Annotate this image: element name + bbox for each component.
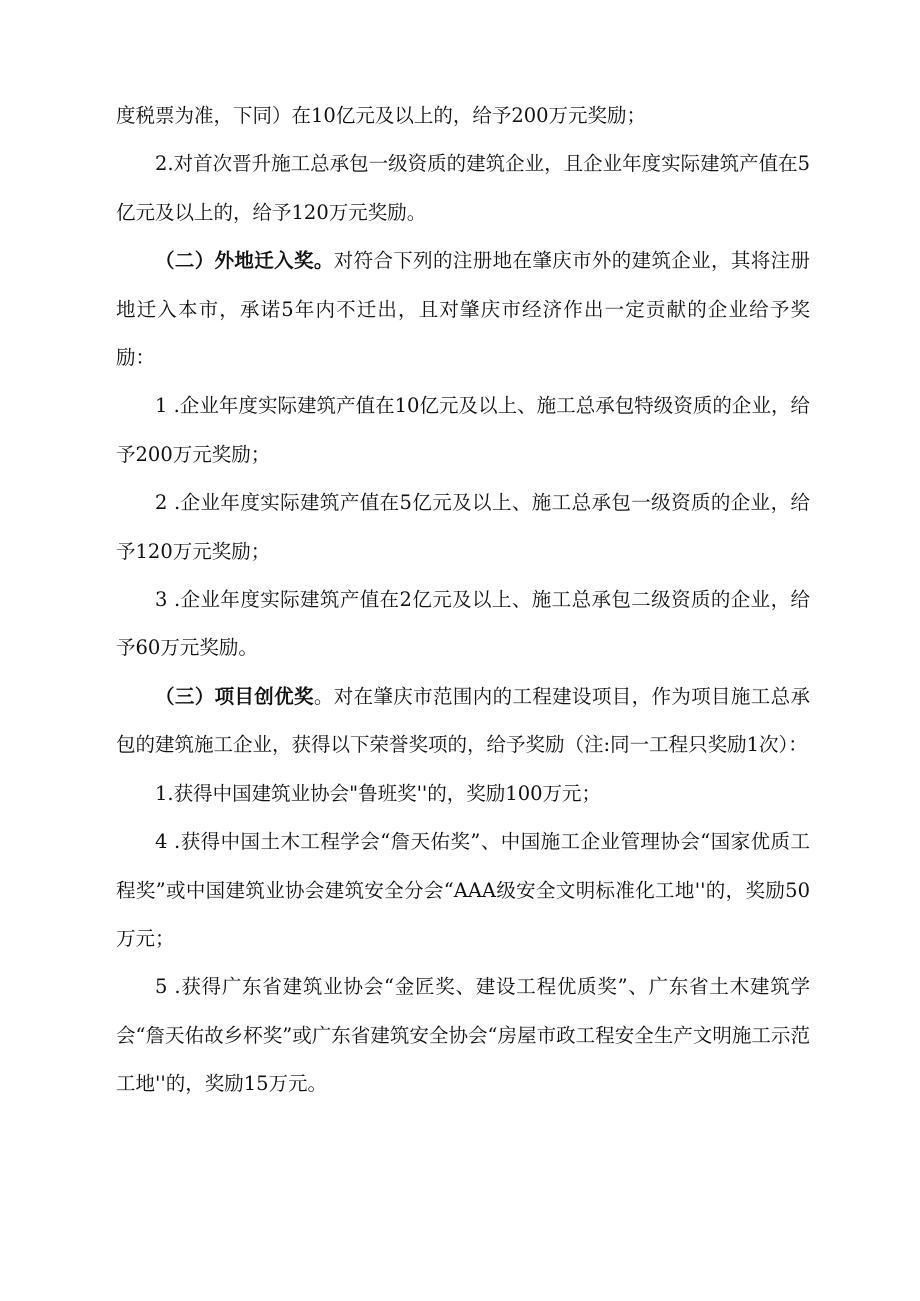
paragraph-8-text: 1.获得中国建筑业协会"鲁班奖''的，奖励100万元； xyxy=(155,781,602,805)
section-heading-relocation: （二）外地迁入奖。 xyxy=(155,249,334,273)
paragraph-4-text: 1 .企业年度实际建筑产值在10亿元及以上、施工总承包特级资质的企业，给予200万元奖励； xyxy=(116,394,810,466)
paragraph-5-text: 2 .企业年度实际建筑产值在5亿元及以上、施工总承包一级资质的企业，给予120万元奖励； xyxy=(116,491,810,563)
paragraph-7 xyxy=(116,673,810,770)
section-heading-project-award: （三）项目创优奖 xyxy=(155,684,314,708)
paragraph-1-text: 度税票为准，下同）在10亿元及以上的，给予200万元奖励； xyxy=(116,104,647,127)
paragraph-4 xyxy=(116,382,810,479)
paragraph-3-text: 对符合下列的注册地在肇庆市外的建筑企业，其将注册地迁入本市，承诺5年内不迁出，且对肇庆市经济作出一定贡献的企业给予奖励： xyxy=(116,249,810,370)
paragraph-8 xyxy=(116,770,810,818)
paragraph-9-text: 4 .获得中国土木工程学会“詹天佑奖”、中国施工企业管理协会“国家优质工程奖”或中国建筑业协会建筑安全分会“AAA级安全文明标准化工地''的，奖励50万元； xyxy=(116,830,810,950)
document-body xyxy=(116,92,810,1109)
paragraph-3 xyxy=(116,237,810,382)
paragraph-10 xyxy=(116,963,810,1108)
paragraph-10-text: 5 .获得广东省建筑业协会“金匠奖、建设工程优质奖”、广东省土木建筑学会“詹天佑故乡杯奖”或广东省建筑安全协会“房屋市政工程安全生产文明施工示范工地''的，奖励15万元。 xyxy=(116,975,810,1096)
paragraph-1 xyxy=(116,92,810,140)
paragraph-9 xyxy=(116,818,810,963)
paragraph-2 xyxy=(116,140,810,237)
paragraph-2-text: 2.对首次晋升施工总承包一级资质的建筑企业，且企业年度实际建筑产值在5亿元及以上的，给予120万元奖励。 xyxy=(116,152,811,224)
paragraph-6 xyxy=(116,576,810,673)
paragraph-7-text: 。对在肇庆市范围内的工程建设项目，作为项目施工总承包的建筑施工企业，获得以下荣誉奖项的，给予奖励（注:同一工程只奖励1次）： xyxy=(116,684,810,757)
paragraph-6-text: 3 .企业年度实际建筑产值在2亿元及以上、施工总承包二级资质的企业，给予60万元奖励。 xyxy=(116,588,810,660)
paragraph-5 xyxy=(116,479,810,576)
